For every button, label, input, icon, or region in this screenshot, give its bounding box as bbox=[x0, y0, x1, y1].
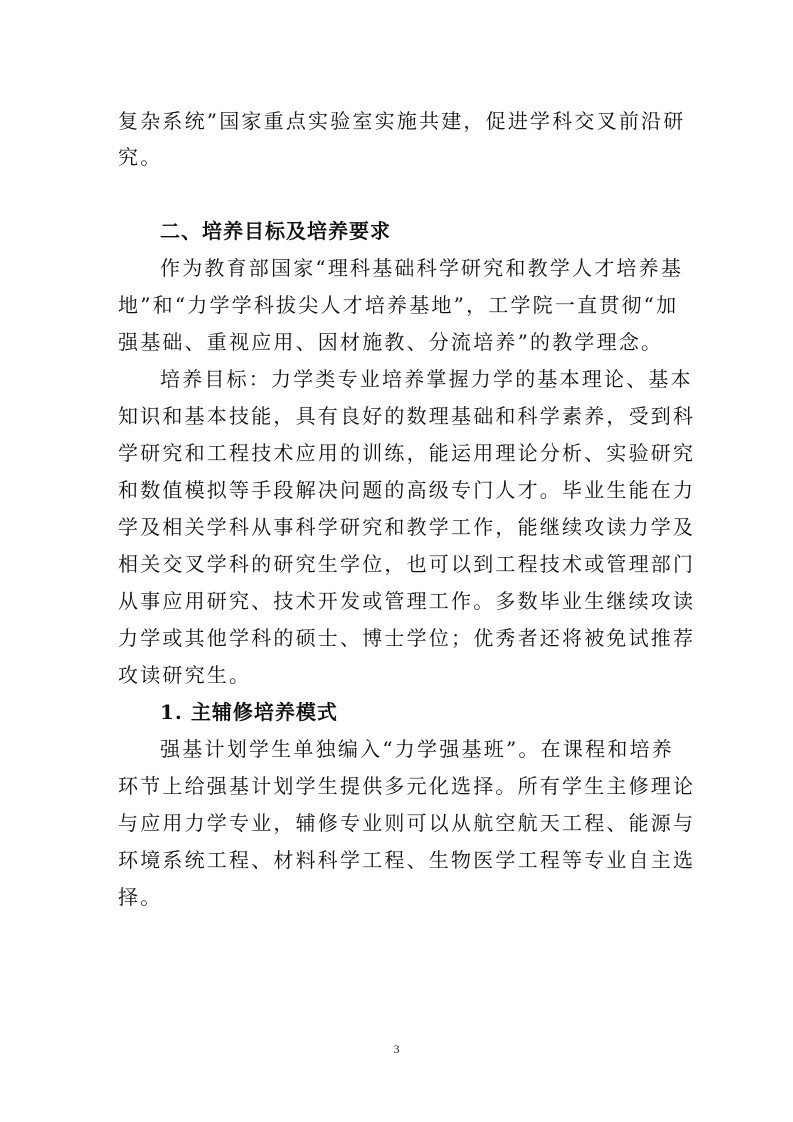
page-number: 3 bbox=[393, 1042, 400, 1056]
goals-line-7: 从事应用研究、技术开发或管理工作。多数毕业生继续攻读 bbox=[118, 589, 696, 613]
continuation-line-1: 复杂系统”国家重点实验室实施共建，促进学科交叉前沿研 bbox=[118, 109, 686, 133]
continuation-line-2: 究。 bbox=[118, 145, 163, 169]
intro-line-3: 强基础、重视应用、因材施教、分流培养”的教学理念。 bbox=[118, 330, 664, 354]
goals-line-4: 和数值模拟等手段解决问题的高级专门人才。毕业生能在力 bbox=[118, 478, 696, 502]
intro-line-1: 作为教育部国家“理科基础科学研究和教学人才培养基 bbox=[160, 256, 684, 280]
goals-line-8: 力学或其他学科的硕士、博士学位；优秀者还将被免试推荐 bbox=[118, 626, 696, 650]
mode-line-1: 强基计划学生单独编入“力学强基班”。在课程和培养 bbox=[160, 737, 674, 761]
mode-line-2: 环节上给强基计划学生提供多元化选择。所有学生主修理论 bbox=[118, 774, 696, 798]
goals-line-9: 攻读研究生。 bbox=[118, 663, 252, 687]
mode-line-3: 与应用力学专业，辅修专业则可以从航空航天工程、能源与 bbox=[118, 811, 696, 835]
intro-line-2: 地”和“力学学科拔尖人才培养基地”，工学院一直贯彻“加 bbox=[118, 293, 679, 317]
goals-line-6: 相关交叉学科的研究生学位，也可以到工程技术或管理部门 bbox=[118, 552, 696, 576]
goals-line-3: 学研究和工程技术应用的训练，能运用理论分析、实验研究 bbox=[118, 441, 696, 465]
goals-line-2: 知识和基本技能，具有良好的数理基础和科学素养，受到科 bbox=[118, 404, 696, 428]
subsection-heading: 1. 主辅修培养模式 bbox=[160, 700, 338, 724]
goals-line-5: 学及相关学科从事科学研究和教学工作，能继续攻读力学及 bbox=[118, 515, 696, 539]
section-heading: 二、培养目标及培养要求 bbox=[160, 219, 391, 243]
mode-line-5: 择。 bbox=[118, 885, 163, 909]
mode-line-4: 环境系统工程、材料科学工程、生物医学工程等专业自主选 bbox=[118, 848, 696, 872]
goals-line-1: 培养目标：力学类专业培养掌握力学的基本理论、基本 bbox=[160, 367, 693, 391]
